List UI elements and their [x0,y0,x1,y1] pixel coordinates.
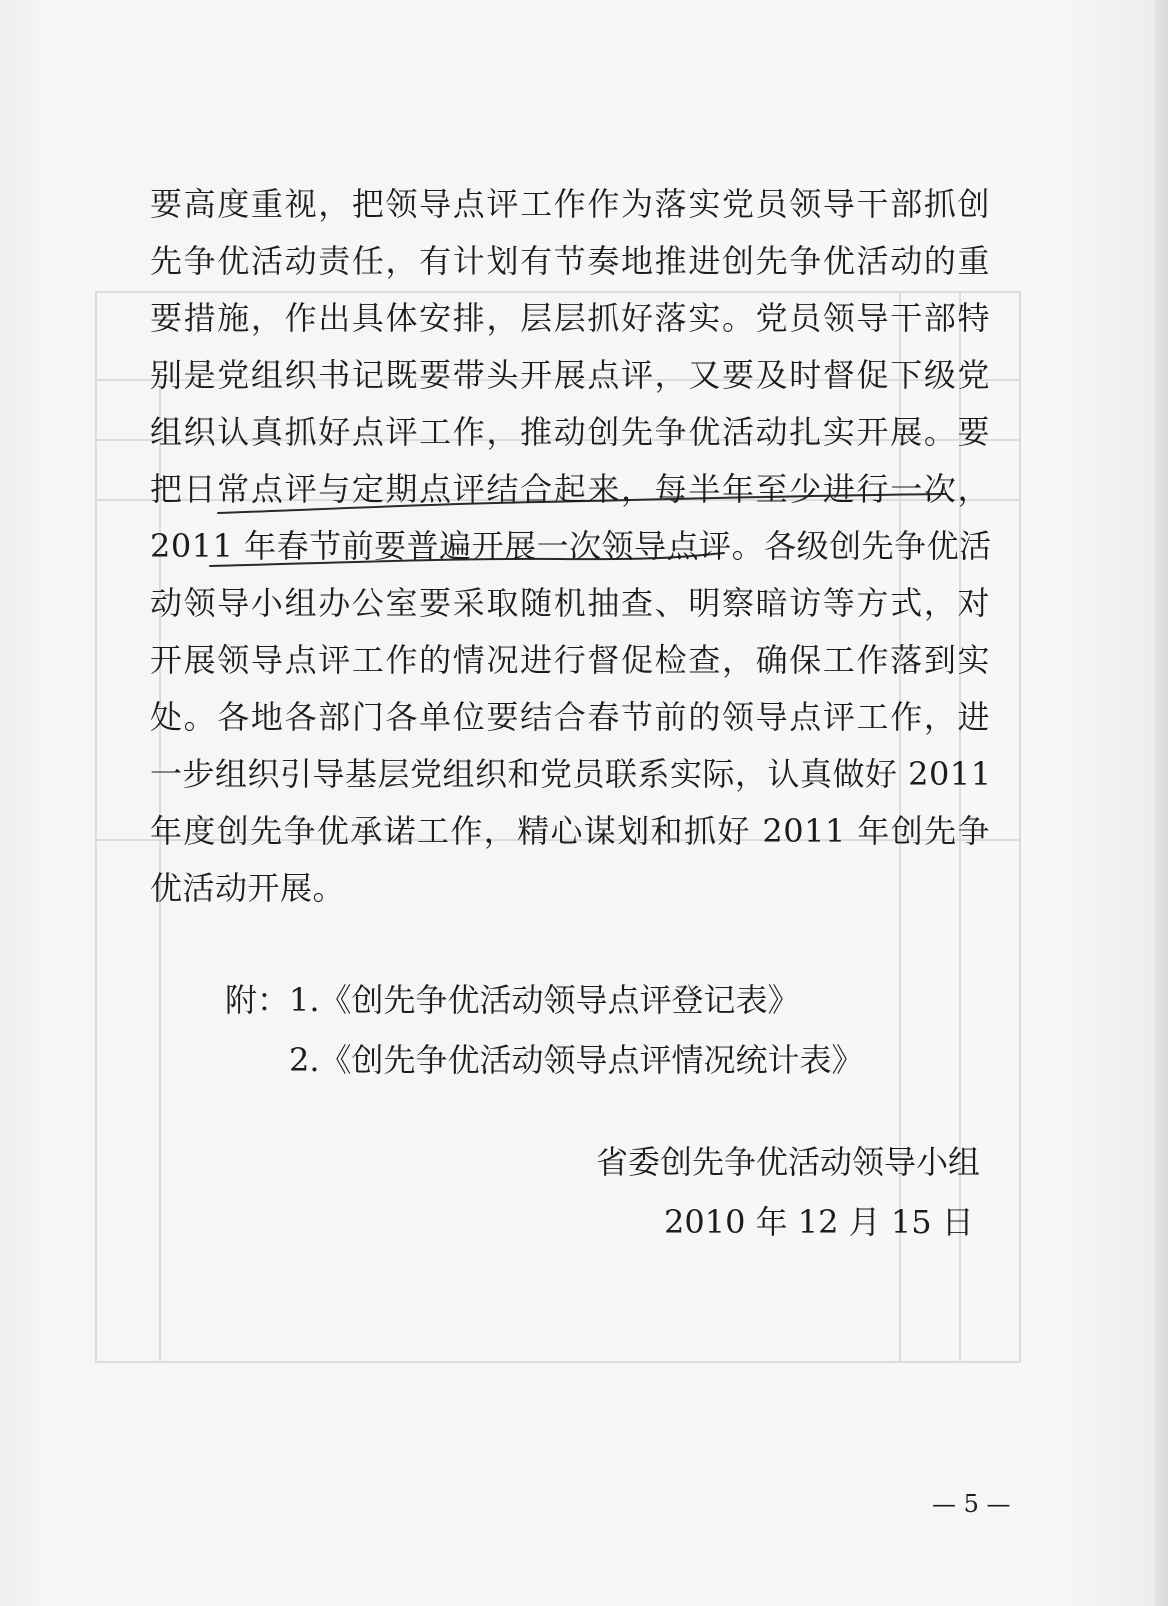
page-number: — 5 — [932,1490,1011,1518]
body-line: 年度创先争优承诺工作，精心谋划和抓好 2011 年创先争 [150,812,990,850]
body-paragraph [150,176,990,917]
body-line: 2011 年春节前要普遍开展一次领导点评。各级创先争优活 [150,527,992,565]
body-line: 优活动开展。 [150,869,346,907]
body-line: 处。各地各部门各单位要结合春节前的领导点评工作，进 [150,698,990,736]
issuing-organization: 省委创先争优活动领导小组 [596,1143,981,1181]
attachment-title: 2.《创先争优活动领导点评情况统计表》 [289,1041,864,1079]
body-line: 别是党组织书记既要带头开展点评，又要及时督促下级党 [150,356,990,394]
body-line: 组织认真抓好点评工作，推动创先争优活动扎实开展。要 [150,413,990,451]
attachment-item [225,1030,864,1090]
body-line: 把日常点评与定期点评结合起来，每半年至少进行一次， [150,470,990,508]
page-edge-shadow [1154,0,1168,1606]
body-line: 先争优活动责任，有计划有节奏地推进创先争优活动的重 [150,242,990,280]
body-line: 要措施，作出具体安排，层层抓好落实。党员领导干部特 [150,299,990,337]
body-line: 动领导小组办公室要采取随机抽查、明察暗访等方式，对 [150,584,990,622]
attachments-list [225,970,864,1090]
body-line: 一步组织引导基层党组织和党员联系实际，认真做好 2011 [150,755,992,793]
body-line: 开展领导点评工作的情况进行督促检查，确保工作落到实 [150,641,990,679]
attachments-label: 附： [225,981,290,1019]
attachment-title: 1.《创先争优活动领导点评登记表》 [289,981,800,1019]
body-line: 要高度重视，把领导点评工作作为落实党员领导干部抓创 [150,185,990,223]
issue-date: 2010 年 12 月 15 日 [664,1203,974,1241]
attachment-item [225,970,864,1030]
